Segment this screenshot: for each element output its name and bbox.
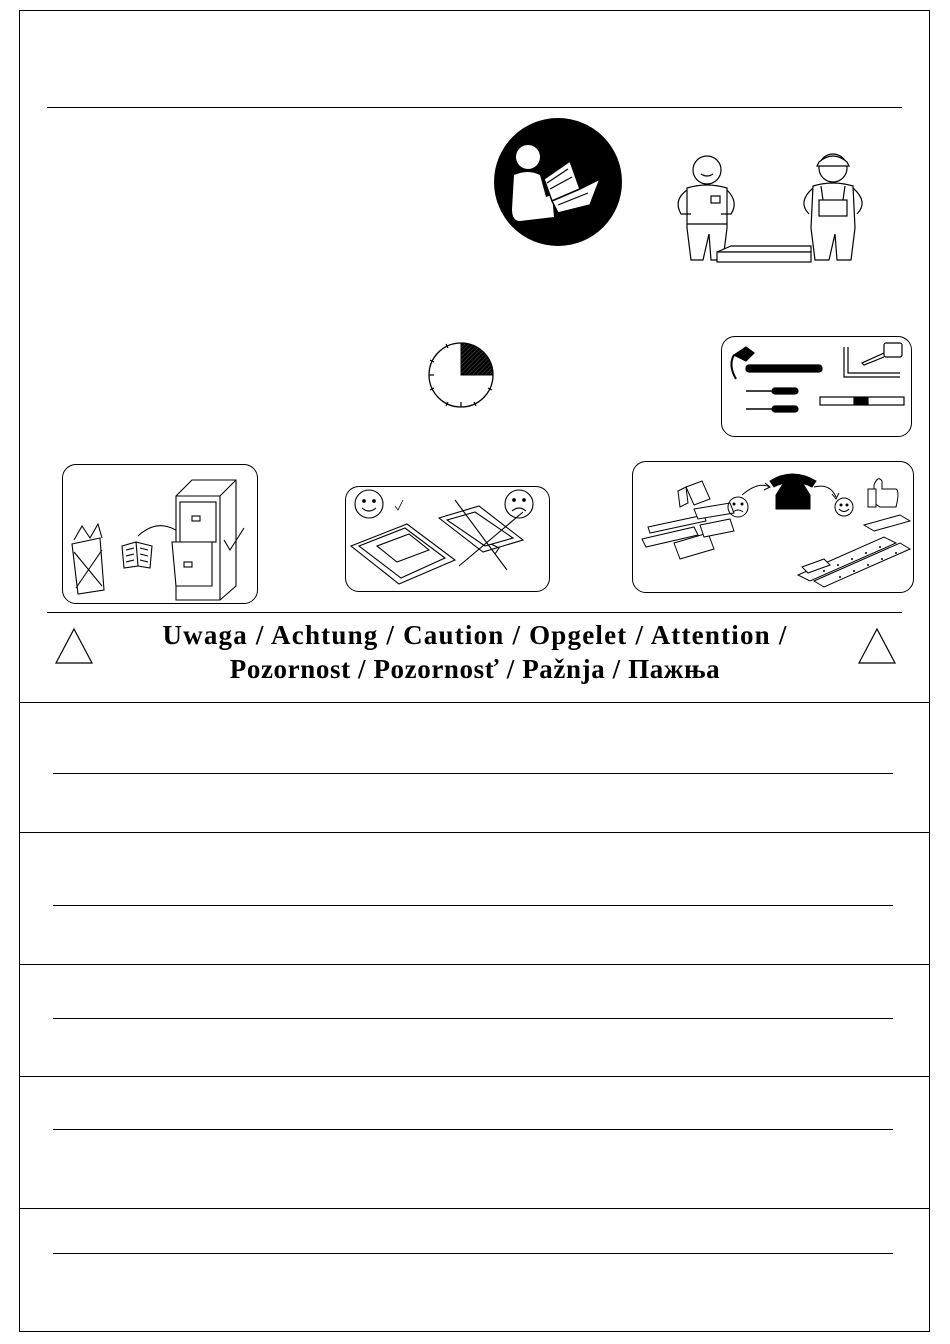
caution-top-rule bbox=[47, 612, 902, 613]
two-person-assembly-icon bbox=[665, 148, 890, 268]
clock-icon bbox=[424, 338, 499, 413]
section-1-divider bbox=[53, 773, 893, 774]
read-manual-icon bbox=[492, 117, 624, 247]
section-3-top-rule bbox=[19, 964, 930, 965]
section-5-divider bbox=[53, 1253, 893, 1254]
section-5-top-rule bbox=[19, 1208, 930, 1209]
caution-heading bbox=[20, 618, 930, 686]
soft-surface-icon bbox=[347, 488, 548, 590]
section-4-top-rule bbox=[19, 1076, 930, 1077]
tools-icon bbox=[724, 339, 910, 434]
section-3-divider bbox=[53, 1018, 893, 1019]
caution-heading-line2: Pozornost / Pozornosť / Pažnja / Пажња bbox=[229, 654, 721, 684]
section-2-top-rule bbox=[19, 832, 930, 833]
section-4-divider bbox=[53, 1129, 893, 1130]
check-parts-icon bbox=[634, 463, 912, 591]
section-2-divider bbox=[53, 905, 893, 906]
header-rule bbox=[47, 107, 902, 108]
keep-instructions-icon bbox=[64, 466, 256, 602]
section-1-top-rule bbox=[19, 702, 930, 703]
caution-heading-line1: Uwaga / Achtung / Caution / Opgelet / Attention / bbox=[162, 620, 788, 650]
